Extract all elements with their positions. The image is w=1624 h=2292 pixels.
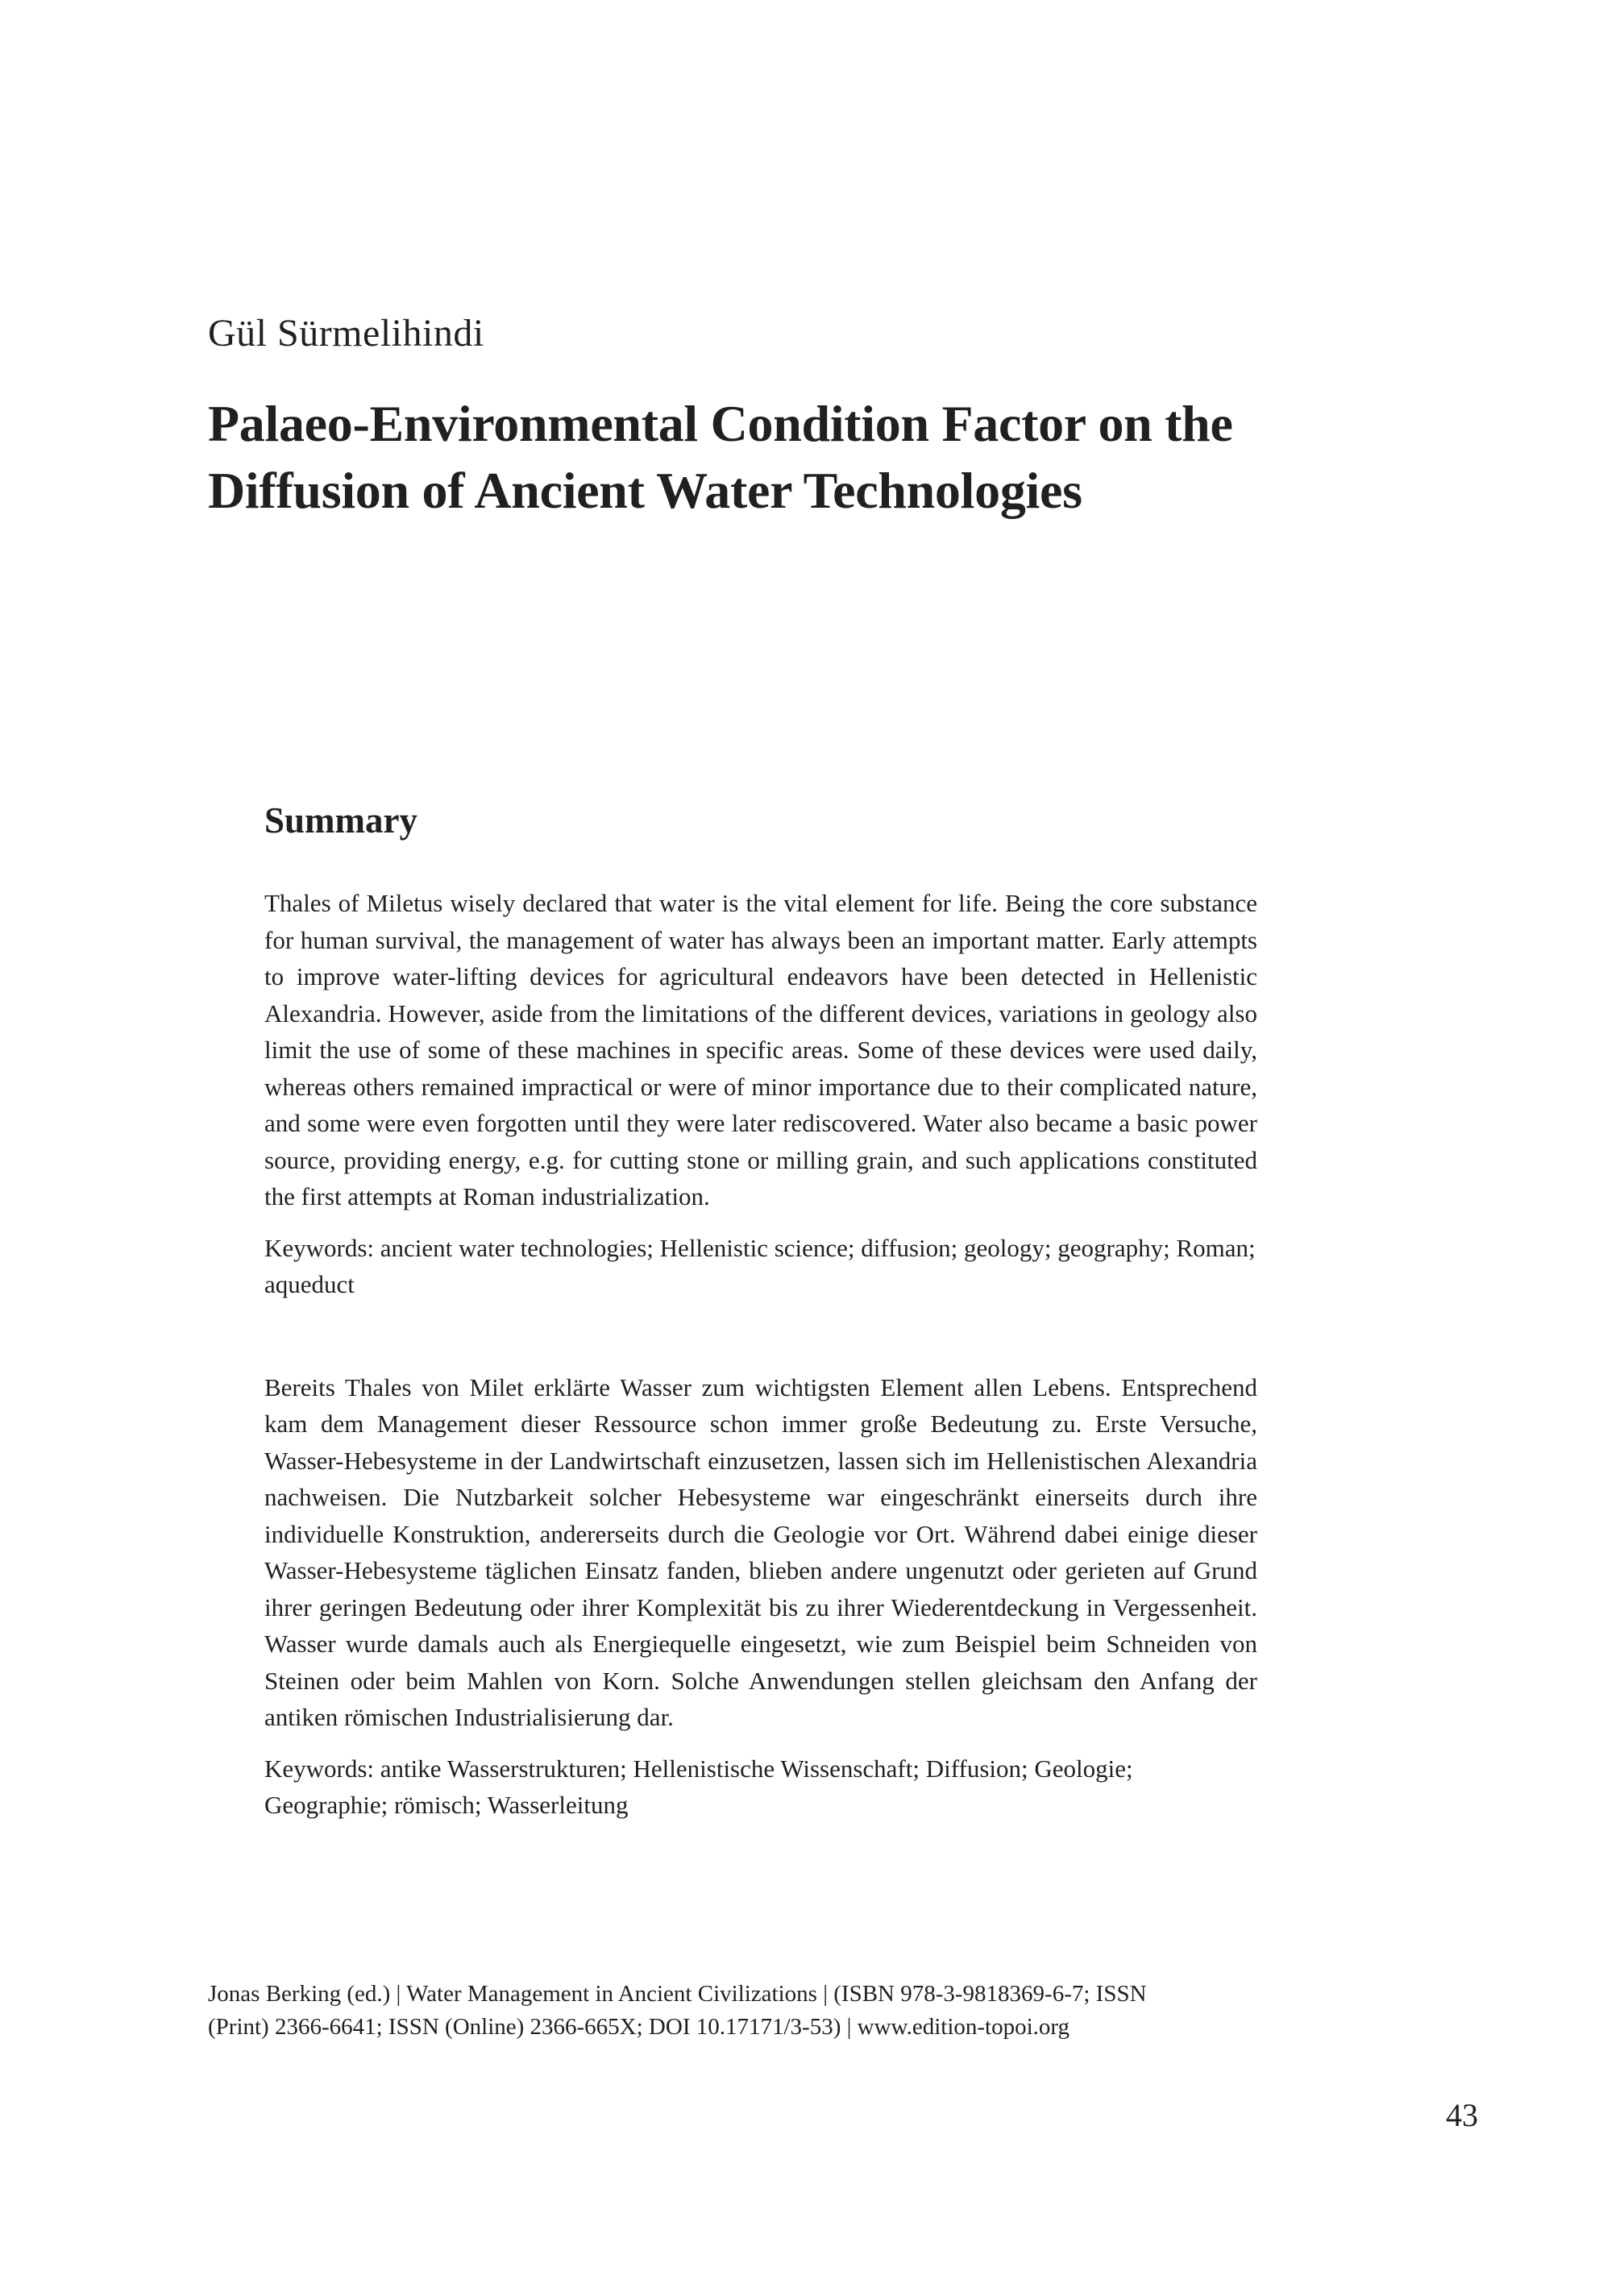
summary-heading: Summary xyxy=(264,800,417,841)
english-keywords: Keywords: ancient water technologies; Hellenistic science; diffusion; geology; geography; Roman; aqueduct xyxy=(264,1233,1256,1298)
article-title xyxy=(208,390,1417,524)
publication-footer xyxy=(208,1978,1272,2044)
abstract-section xyxy=(264,798,1257,1824)
english-abstract: Thales of Miletus wisely declared that water is the vital element for life. Being the core substance for human survival, the management of water has always been an important matter. Early attempts to improve water-lifting devices for agricultural endeavors have been detected in Hellenistic Alexandria. However, aside from the limitations of the different devices, variations in geology also limit the use of some of these machines in specific areas. Some of these devices were used daily, whereas others remained impractical or were of minor importance due to their complicated nature, and some were even forgotten until they were later rediscovered. Water also became a basic power source, providing energy, e.g. for cutting stone or milling grain, and such applications constituted the first attempts at Roman industrialization. xyxy=(264,889,1257,1210)
german-abstract: Bereits Thales von Milet erklärte Wasser zum wichtigsten Element allen Lebens. Entsprechend kam dem Management dieser Ressource schon immer große Bedeutung zu. Erste Versuche, Wasser-Hebesysteme in der Landwirtschaft einzusetzen, lassen sich im Hellenistischen Alexandria nachweisen. Die Nutzbarkeit solcher Hebesysteme war eingeschränkt einerseits durch ihre individuelle Konstruktion, andererseits durch die Geologie vor Ort. Während dabei einige dieser Wasser-Hebesysteme täglichen Einsatz fanden, blieben andere ungenutzt oder gerieten auf Grund ihrer geringen Bedeutung oder ihrer Komplexität bis zu ihrer Wiederentdeckung in Vergessenheit. Wasser wurde damals auch als Energiequelle eingesetzt, wie zum Beispiel beim Schneiden von Steinen oder beim Mahlen von Korn. Solche Anwendungen stellen gleichsam den Anfang der antiken römischen Industrialisierung dar. xyxy=(264,1372,1257,1731)
footer-line-2: (Print) 2366-6641; ISSN (Online) 2366-665X; DOI 10.17171/3-53) | www.edition-topoi.org xyxy=(208,2014,1070,2040)
page-number: 43 xyxy=(1446,2097,1478,2133)
title-line-2: Diffusion of Ancient Water Technologies xyxy=(208,462,1082,519)
author-name: Gül Sürmelihindi xyxy=(208,312,484,355)
title-line-1: Palaeo-Environmental Condition Factor on the xyxy=(208,395,1233,452)
footer-line-1: Jonas Berking (ed.) | Water Management in Ancient Civilizations | (ISBN 978-3-9818369-6-7; ISSN xyxy=(208,1981,1147,2007)
german-keywords: Keywords: antike Wasserstrukturen; Hellenistische Wissenschaft; Diffusion; Geologie; Geographie; römisch; Wasserleitung xyxy=(264,1754,1133,1819)
